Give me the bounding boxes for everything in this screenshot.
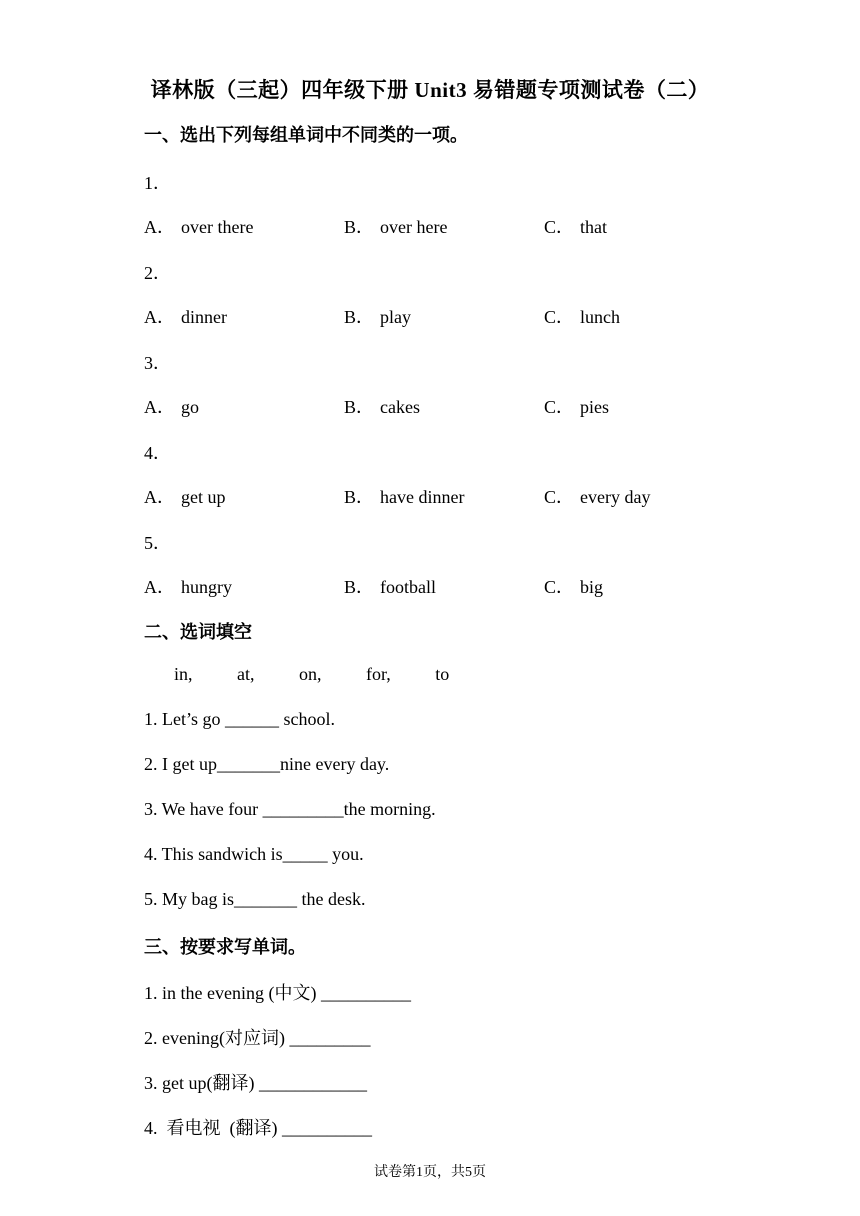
question-number: 3． xyxy=(144,353,171,373)
option-b: B． cakes xyxy=(344,397,420,417)
section-heading-1: 一、选出下列每组单词中不同类的一项。 xyxy=(144,125,468,146)
option-c: C． every day xyxy=(544,487,651,507)
word-bank-item: at, xyxy=(237,664,255,684)
word-bank-item: to xyxy=(435,664,450,684)
option-b: B． have dinner xyxy=(344,487,465,507)
option-c: C． lunch xyxy=(544,307,621,327)
option-c: C． pies xyxy=(544,397,610,417)
fill-blank-item: 2. I get up_______nine every day. xyxy=(144,754,390,774)
option-a: A． dinner xyxy=(144,307,227,327)
option-a: A． go xyxy=(144,397,199,417)
option-a: A． get up xyxy=(144,487,226,507)
question-number: 1． xyxy=(144,173,171,193)
option-a: A． over there xyxy=(144,217,254,237)
fill-blank-item: 3. We have four _________the morning. xyxy=(144,799,436,819)
fill-blank-item: 1. Let’s go ______ school. xyxy=(144,709,335,729)
section-heading-2: 二、选词填空 xyxy=(144,622,252,643)
option-a: A． hungry xyxy=(144,577,232,597)
option-b: B． over here xyxy=(344,217,448,237)
question-number: 4． xyxy=(144,443,171,463)
option-c: C． that xyxy=(544,217,608,237)
word-bank xyxy=(174,664,489,685)
word-bank-item: for, xyxy=(366,664,391,684)
word-bank-item: in, xyxy=(174,664,193,684)
fill-blank-item: 5. My bag is_______ the desk. xyxy=(144,889,366,909)
word-bank-item: on, xyxy=(299,664,322,684)
option-c: C． big xyxy=(544,577,604,597)
fill-blank-item: 4. This sandwich is_____ you. xyxy=(144,844,364,864)
write-word-item: 4. 看电视 (翻译) __________ xyxy=(144,1118,372,1138)
option-b: B． football xyxy=(344,577,437,597)
question-number: 2． xyxy=(144,263,171,283)
write-word-item: 2. evening(对应词) _________ xyxy=(144,1028,371,1048)
question-number: 5． xyxy=(144,533,171,553)
page-footer: 试卷第1页，共5页 xyxy=(374,1165,486,1180)
option-b: B． play xyxy=(344,307,412,327)
page-title: 译林版（三起）四年级下册 Unit3 易错题专项测试卷（二） xyxy=(150,78,710,102)
write-word-item: 3. get up(翻译) ____________ xyxy=(144,1073,367,1093)
write-word-item: 1. in the evening (中文) __________ xyxy=(144,983,411,1003)
section-heading-3: 三、按要求写单词。 xyxy=(144,937,306,958)
